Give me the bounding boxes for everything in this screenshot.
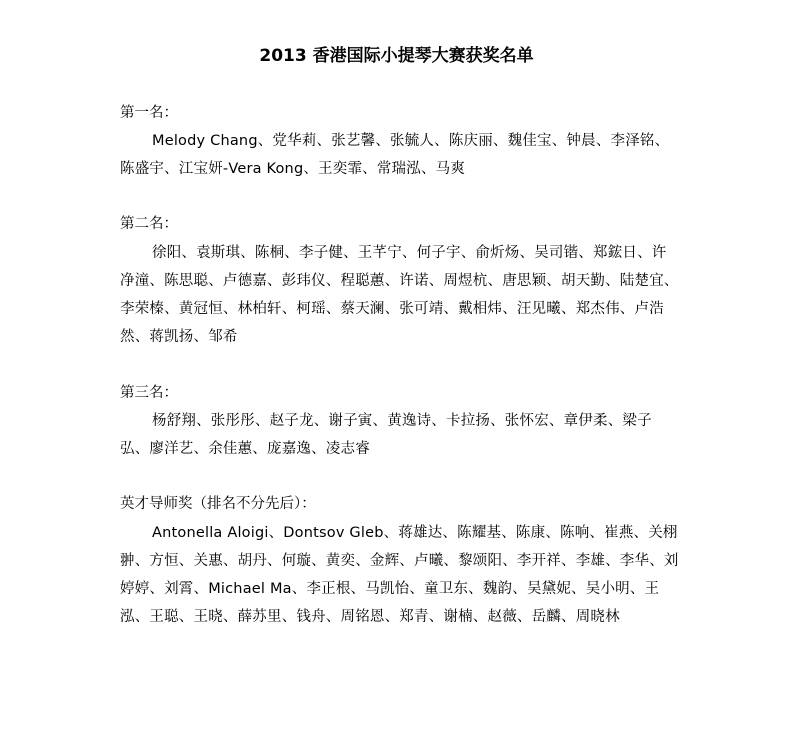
section-body-mentor-award: Antonella Aloigi、Dontsov Gleb、蒋雄达、陈耀基、陈康、陈响、崔燕、关栩翀、方恒、关惠、胡丹、何璇、黄奕、金辉、卢曦、黎颂阳、李开祥、李雄、李华、刘婷婷、刘霄、Michael Ma、李正根、马凯怡、童卫东、魏韵、吴黛妮、吴小明、王泓、王聪、王晓、薛苏里、钱舟、周铭恩、郑青、谢楠、赵薇、岳麟、周晓林: [120, 525, 679, 625]
section-heading-mentor-award: 英才导师奖（排名不分先后）：: [120, 496, 316, 512]
section-body-third-prize: 杨舒翔、张彤彤、赵子龙、谢子寅、黄逸诗、卡拉扬、张怀宏、章伊柔、梁子弘、廖洋艺、余佳蕙、庞嘉逸、凌志睿: [120, 413, 652, 457]
section-heading-second-prize: 第二名：: [120, 216, 178, 232]
section-heading-third-prize: 第三名：: [120, 385, 178, 401]
document-title: 2013 香港国际小提琴大赛获奖名单: [259, 46, 534, 66]
section-body-second-prize: 徐阳、袁斯琪、陈桐、李子健、王芊宁、何子宇、俞炘炀、吴司锴、郑鋐日、许净潼、陈思聪、卢德嘉、彭玮仪、程聪蕙、许诺、周煜杭、唐思颖、胡天勤、陆楚宜、李荣榛、黄冠恒、林柏轩、柯瑶、蔡天澜、张可靖、戴相炜、汪见曦、郑杰伟、卢浩然、蒋凯扬、邹希: [120, 245, 679, 345]
section-heading-first-prize: 第一名：: [120, 105, 178, 121]
section-body-first-prize: Melody Chang、党华莉、张艺馨、张毓人、陈庆丽、魏佳宝、钟晨、李泽铭、陈盛宇、江宝妍-Vera Kong、王奕霏、常瑞泓、马爽: [120, 133, 670, 177]
